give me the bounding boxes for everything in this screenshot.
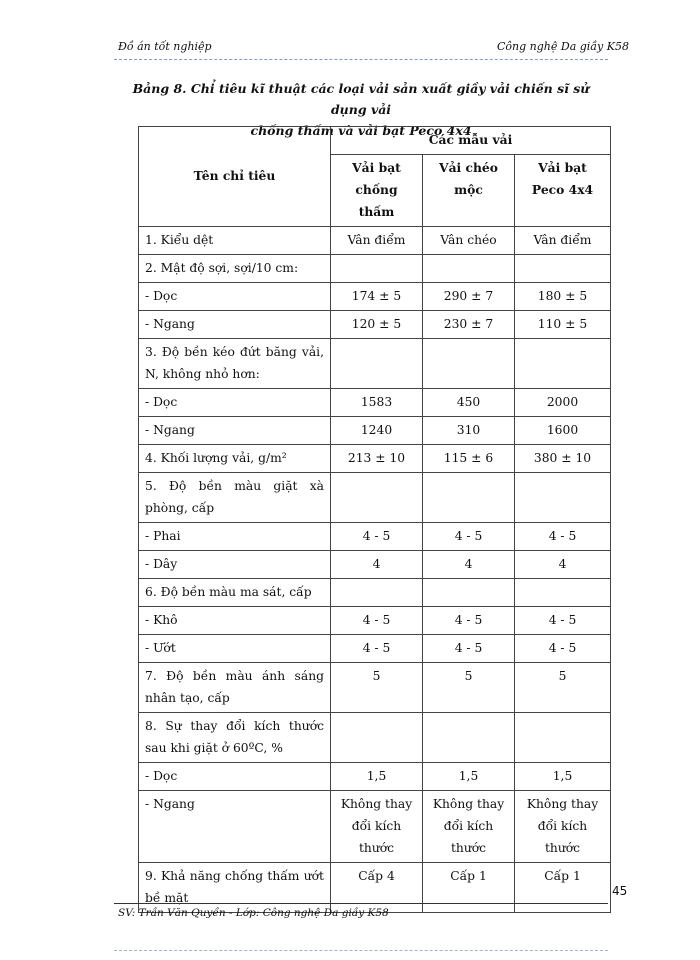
- value-cell: 2000: [515, 389, 611, 417]
- table-row: [139, 389, 611, 417]
- criteria-label: - Khô: [139, 607, 331, 635]
- value-cell: [515, 713, 611, 763]
- table-row: [139, 551, 611, 579]
- criteria-label: - Phai: [139, 523, 331, 551]
- caption-line-2: chống thấm và vải bạt Peco 4x4: [250, 123, 472, 138]
- value-cell: 4: [423, 551, 515, 579]
- table-row: [139, 311, 611, 339]
- value-cell: 450: [423, 389, 515, 417]
- header-right: Công nghệ Da giầy K58: [497, 40, 629, 53]
- table-row: [139, 283, 611, 311]
- value-cell: Vân điểm: [331, 227, 423, 255]
- value-cell: [515, 579, 611, 607]
- criteria-label: 9. Khả năng chống thấm ướt bề mặt: [139, 863, 331, 913]
- value-cell: 1240: [331, 417, 423, 445]
- value-cell: 4 - 5: [331, 635, 423, 663]
- value-cell: 5: [331, 663, 423, 713]
- criteria-header: Tên chỉ tiêu: [139, 127, 331, 227]
- value-cell: [515, 473, 611, 523]
- column-header: Vải bạt Peco 4x4: [515, 155, 611, 227]
- value-cell: 213 ± 10: [331, 445, 423, 473]
- value-cell: 120 ± 5: [331, 311, 423, 339]
- value-cell: [331, 473, 423, 523]
- value-cell: [331, 339, 423, 389]
- table-row: [139, 445, 611, 473]
- value-cell: 4: [331, 551, 423, 579]
- table-row: [139, 763, 611, 791]
- value-cell: [423, 579, 515, 607]
- value-cell: [331, 713, 423, 763]
- value-cell: 1,5: [515, 763, 611, 791]
- criteria-label: 3. Độ bền kéo đứt băng vải, N, không nhỏ hơn:: [139, 339, 331, 389]
- header-divider: [114, 59, 608, 60]
- value-cell: 290 ± 7: [423, 283, 515, 311]
- table-row: [139, 713, 611, 763]
- value-cell: 1583: [331, 389, 423, 417]
- value-cell: 180 ± 5: [515, 283, 611, 311]
- value-cell: 174 ± 5: [331, 283, 423, 311]
- value-cell: Cấp 4: [331, 863, 423, 913]
- value-cell: [515, 255, 611, 283]
- value-cell: [515, 339, 611, 389]
- footer-text: SV: Trần Văn Quyền - Lớp: Công nghệ Da giầy K58: [118, 907, 389, 919]
- value-cell: 5: [515, 663, 611, 713]
- criteria-label: - Dọc: [139, 763, 331, 791]
- value-cell: 4 - 5: [423, 607, 515, 635]
- value-cell: 4: [515, 551, 611, 579]
- criteria-label: - Ngang: [139, 417, 331, 445]
- value-cell: 1600: [515, 417, 611, 445]
- value-cell: Cấp 1: [515, 863, 611, 913]
- value-cell: 4 - 5: [331, 523, 423, 551]
- table-row: [139, 473, 611, 523]
- table-row: [139, 255, 611, 283]
- value-cell: 4 - 5: [515, 607, 611, 635]
- value-cell: [423, 473, 515, 523]
- value-cell: Cấp 1: [423, 863, 515, 913]
- value-cell: 4 - 5: [423, 523, 515, 551]
- value-cell: 1,5: [423, 763, 515, 791]
- criteria-label: - Dây: [139, 551, 331, 579]
- value-cell: 1,5: [331, 763, 423, 791]
- value-cell: 310: [423, 417, 515, 445]
- criteria-label: 2. Mật độ sợi, sợi/10 cm:: [139, 255, 331, 283]
- table-row: [139, 607, 611, 635]
- value-cell: [423, 713, 515, 763]
- table-row: [139, 635, 611, 663]
- criteria-label: 8. Sự thay đổi kích thước sau khi giặt ở 60ºC, %: [139, 713, 331, 763]
- value-cell: 380 ± 10: [515, 445, 611, 473]
- value-cell: 4 - 5: [331, 607, 423, 635]
- value-cell: Vân chéo: [423, 227, 515, 255]
- group-header: Các mẫu vải: [331, 127, 611, 155]
- column-header: Vải bạt chống thấm: [331, 155, 423, 227]
- value-cell: Không thay đổi kích thước: [423, 791, 515, 863]
- value-cell: [423, 339, 515, 389]
- criteria-label: - Dọc: [139, 283, 331, 311]
- footer-bottom-divider: [114, 950, 608, 951]
- table-row: [139, 227, 611, 255]
- value-cell: [423, 255, 515, 283]
- criteria-label: 5. Độ bền màu giặt xà phòng, cấp: [139, 473, 331, 523]
- table-row: [139, 663, 611, 713]
- criteria-label: - Ngang: [139, 791, 331, 863]
- criteria-label: - Ngang: [139, 311, 331, 339]
- table-row: [139, 339, 611, 389]
- value-cell: [331, 579, 423, 607]
- criteria-label: 6. Độ bền màu ma sát, cấp: [139, 579, 331, 607]
- value-cell: Vân điểm: [515, 227, 611, 255]
- page-number: 45: [612, 884, 628, 898]
- caption-line-1: Bảng 8. Chỉ tiêu kĩ thuật các loại vải sản xuất giầy vải chiến sĩ sử dụng vải: [132, 81, 590, 117]
- spec-table: [138, 126, 611, 913]
- value-cell: 5: [423, 663, 515, 713]
- value-cell: [331, 255, 423, 283]
- header-left: Đồ án tốt nghiệp: [118, 40, 212, 53]
- column-header: Vải chéo mộc: [423, 155, 515, 227]
- criteria-label: 1. Kiểu dệt: [139, 227, 331, 255]
- value-cell: 115 ± 6: [423, 445, 515, 473]
- table-header-row: [139, 127, 611, 155]
- value-cell: Không thay đổi kích thước: [331, 791, 423, 863]
- table-row: [139, 523, 611, 551]
- value-cell: 4 - 5: [515, 635, 611, 663]
- criteria-label: - Dọc: [139, 389, 331, 417]
- value-cell: Không thay đổi kích thước: [515, 791, 611, 863]
- value-cell: 4 - 5: [515, 523, 611, 551]
- footer-divider: [114, 903, 608, 904]
- table-row: [139, 417, 611, 445]
- table-row: [139, 791, 611, 863]
- table-row: [139, 579, 611, 607]
- value-cell: 230 ± 7: [423, 311, 515, 339]
- criteria-label: 4. Khối lượng vải, g/m²: [139, 445, 331, 473]
- criteria-label: 7. Độ bền màu ánh sáng nhân tạo, cấp: [139, 663, 331, 713]
- value-cell: 110 ± 5: [515, 311, 611, 339]
- value-cell: 4 - 5: [423, 635, 515, 663]
- criteria-label: - Ướt: [139, 635, 331, 663]
- table-row: [139, 863, 611, 913]
